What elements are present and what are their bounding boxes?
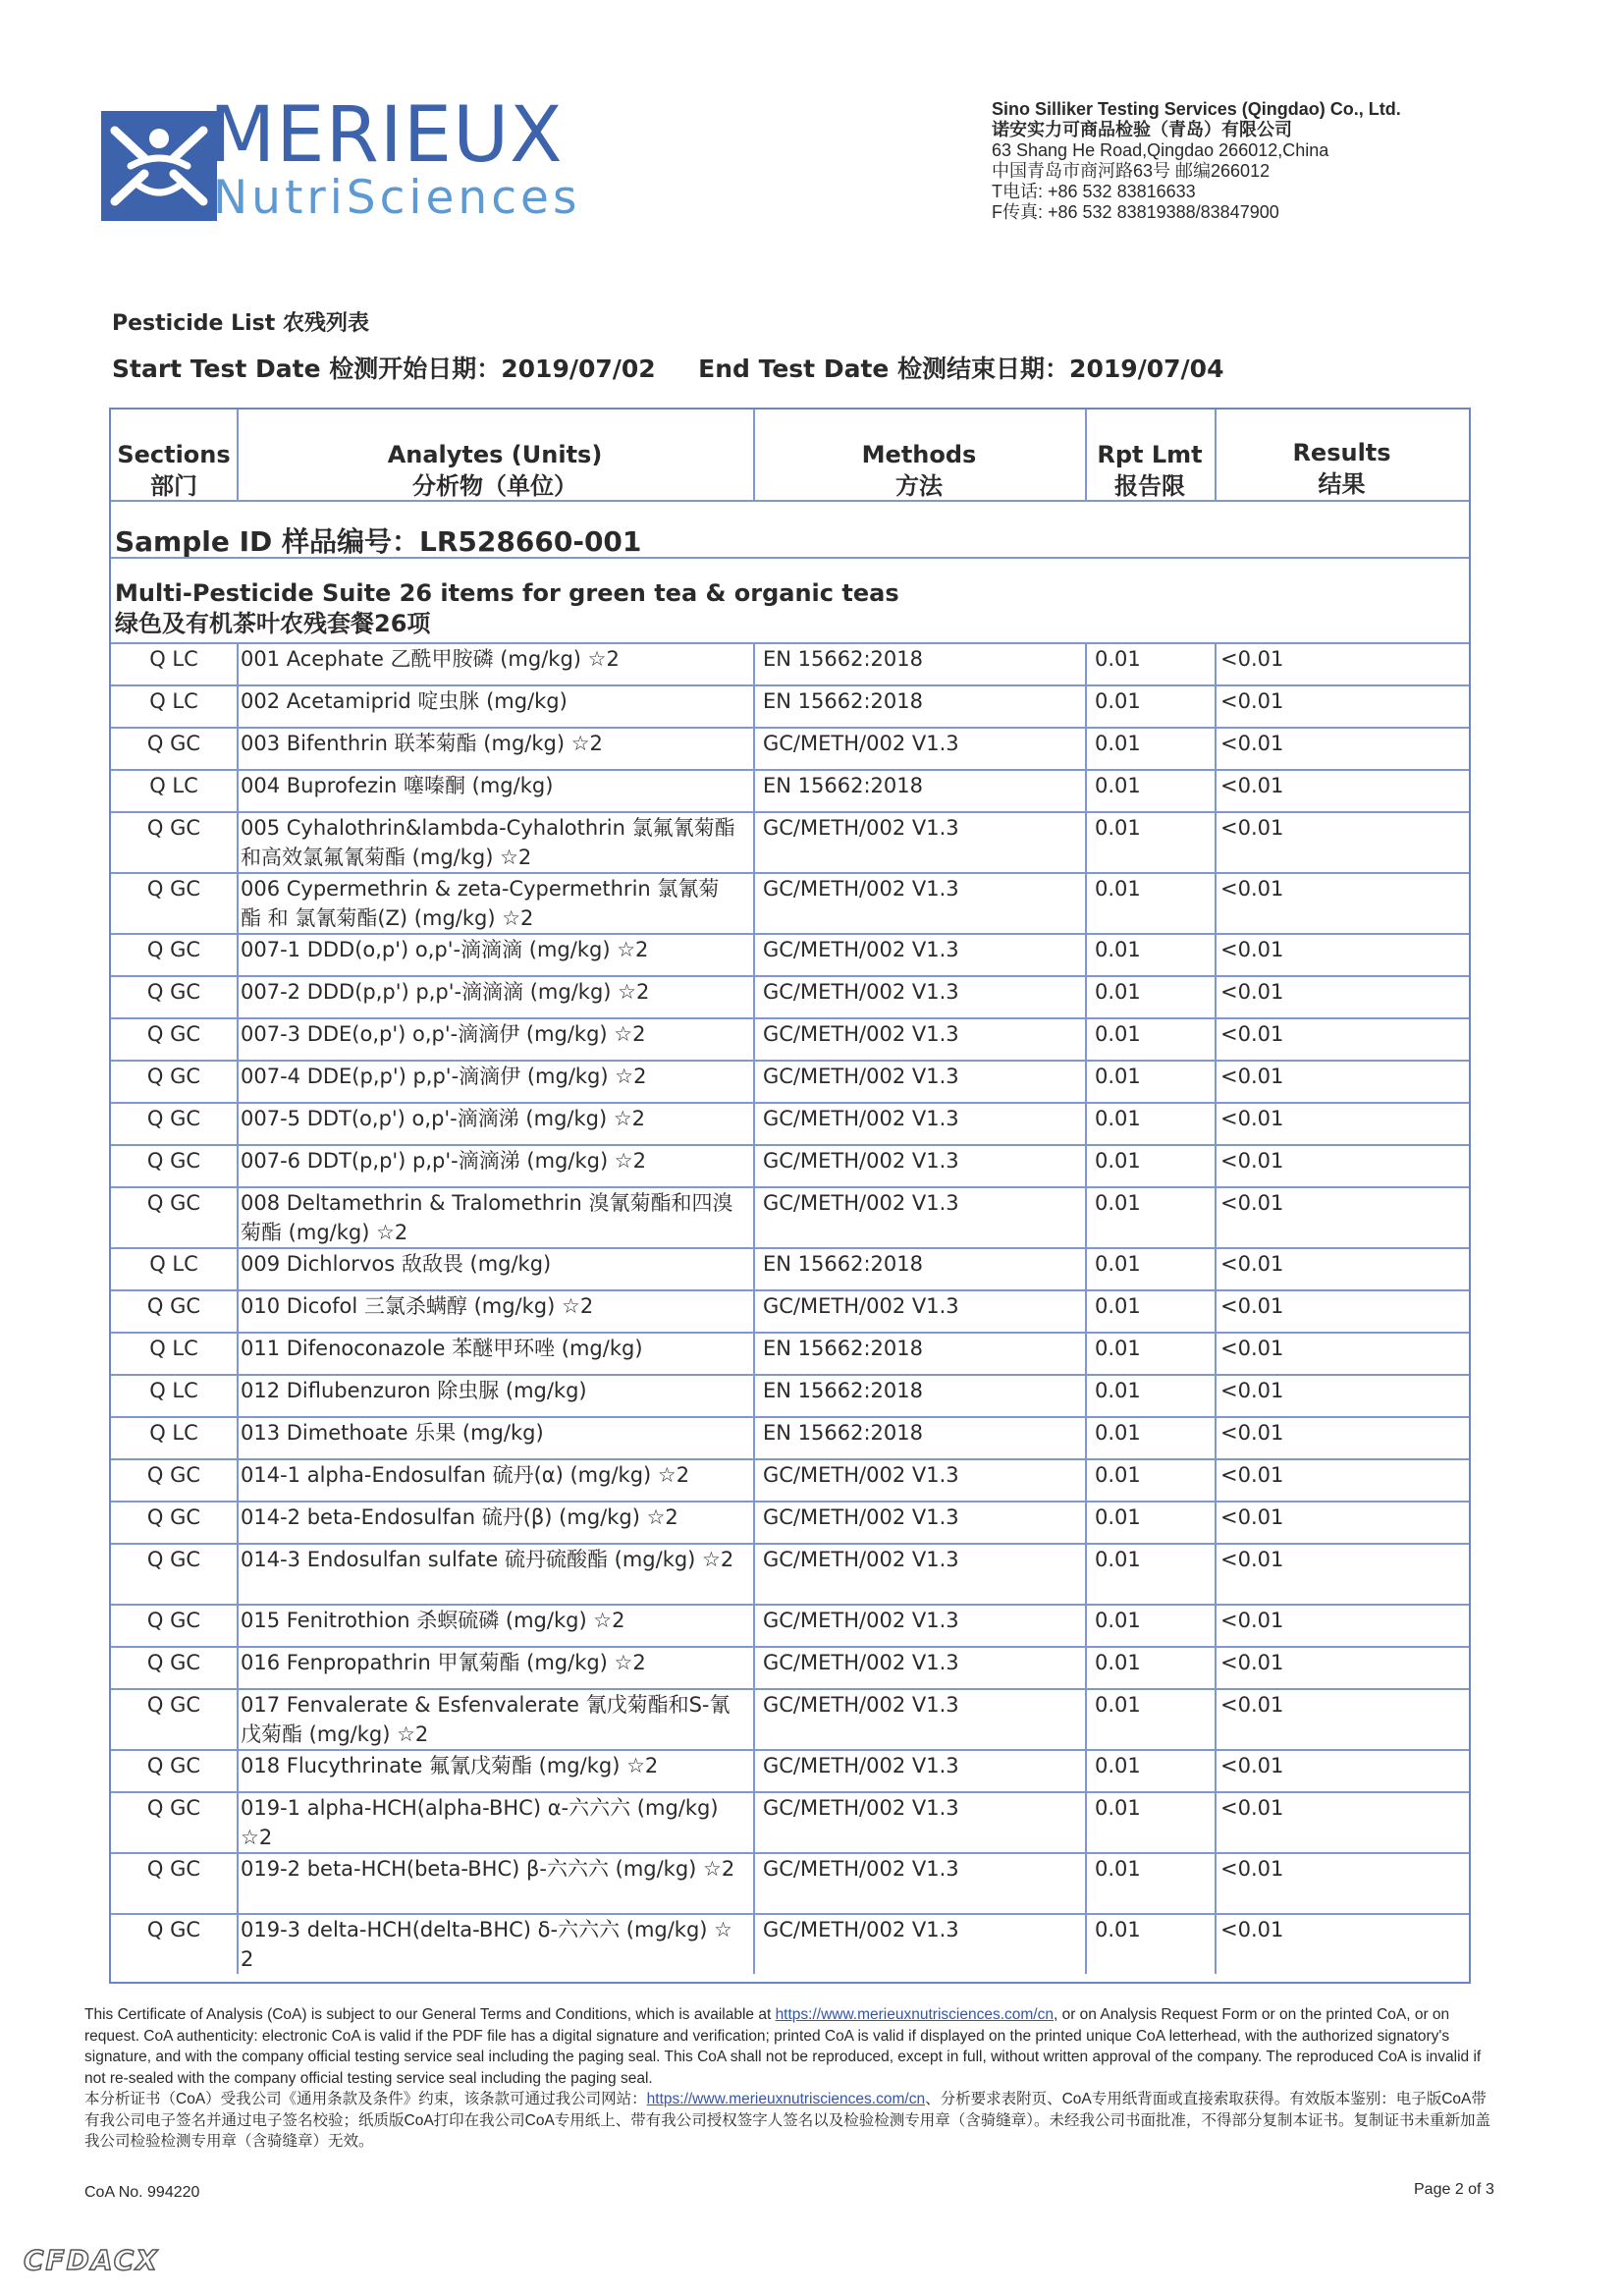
cell-method: EN 15662:2018	[763, 1337, 923, 1360]
column-divider	[1085, 642, 1087, 1974]
cell-result: <0.01	[1220, 877, 1284, 901]
cell-analyte: 002 Acetamiprid 啶虫脒 (mg/kg)	[241, 689, 568, 713]
cell-result: <0.01	[1220, 1693, 1284, 1717]
cell-method: GC/METH/002 V1.3	[763, 1796, 959, 1820]
cell-section: Q LC	[149, 1337, 198, 1360]
cell-section: Q GC	[146, 1294, 201, 1318]
results-table	[109, 408, 1471, 1984]
disclaimer-cn-part1: 本分析证书（CoA）受我公司《通用条款及条件》约束，该条款可通过我公司网站：	[84, 2091, 647, 2107]
cell-analyte: 018 Flucythrinate 氟氰戊菊酯 (mg/kg) ☆2	[241, 1754, 659, 1777]
cell-analyte: 019-1 alpha-HCH(alpha-BHC) α-六六六 (mg/kg) ☆2	[241, 1796, 719, 1849]
cell-section: Q GC	[146, 1505, 201, 1529]
start-test-date: Start Test Date 检测开始日期：2019/07/02	[112, 355, 656, 383]
test-dates	[112, 350, 1223, 385]
cell-result: <0.01	[1220, 732, 1284, 755]
company-address-en: 63 Shang He Road,Qingdao 266012,China	[992, 140, 1329, 160]
cell-method: GC/METH/002 V1.3	[763, 1149, 959, 1173]
suite-title	[115, 578, 899, 639]
cell-method: GC/METH/002 V1.3	[763, 1107, 959, 1130]
cell-rpt-lmt: 0.01	[1095, 877, 1141, 901]
cell-analyte: 012 Diflubenzuron 除虫脲 (mg/kg)	[241, 1379, 587, 1402]
watermark-text: CFDACX	[24, 2244, 159, 2276]
cell-method: GC/METH/002 V1.3	[763, 1857, 959, 1881]
sample-id: Sample ID 样品编号：LR528660-001	[115, 525, 642, 558]
cell-rpt-lmt: 0.01	[1095, 1337, 1141, 1360]
cell-method: GC/METH/002 V1.3	[763, 816, 959, 840]
cell-section: Q GC	[146, 1693, 201, 1717]
header-analytes: Analytes (Units) 分析物（单位）	[387, 441, 603, 500]
cell-rpt-lmt: 0.01	[1095, 647, 1141, 671]
cell-rpt-lmt: 0.01	[1095, 1796, 1141, 1820]
cell-method: EN 15662:2018	[763, 1421, 923, 1445]
cell-section: Q LC	[149, 1421, 198, 1445]
cell-method: GC/METH/002 V1.3	[763, 1022, 959, 1046]
cell-rpt-lmt: 0.01	[1095, 774, 1141, 797]
cell-method: GC/METH/002 V1.3	[763, 980, 959, 1004]
company-fax: F传真: +86 532 83819388/83847900	[992, 202, 1279, 222]
cell-analyte: 014-3 Endosulfan sulfate 硫丹硫酸酯 (mg/kg) ☆2	[241, 1548, 734, 1571]
cell-section: Q LC	[149, 689, 198, 713]
cell-analyte: 015 Fenitrothion 杀螟硫磷 (mg/kg) ☆2	[241, 1609, 625, 1632]
cell-analyte: 005 Cyhalothrin&lambda-Cyhalothrin 氯氟氰菊酯和高效氯氟氰菊酯 (mg/kg) ☆2	[241, 816, 735, 869]
cell-method: EN 15662:2018	[763, 689, 923, 713]
cell-rpt-lmt: 0.01	[1095, 1379, 1141, 1402]
page-number: Page 2 of 3	[1414, 2181, 1494, 2198]
cell-result: <0.01	[1220, 938, 1284, 961]
cell-analyte: 019-3 delta-HCH(delta-BHC) δ-六六六 (mg/kg) ☆2	[241, 1918, 732, 1971]
cell-rpt-lmt: 0.01	[1095, 1857, 1141, 1881]
header-sections: Sections 部门	[117, 441, 231, 500]
cell-analyte: 016 Fenpropathrin 甲氰菊酯 (mg/kg) ☆2	[241, 1651, 646, 1674]
cell-section: Q GC	[146, 1191, 201, 1215]
cell-rpt-lmt: 0.01	[1095, 1022, 1141, 1046]
cell-rpt-lmt: 0.01	[1095, 1149, 1141, 1173]
cell-result: <0.01	[1220, 774, 1284, 797]
cell-rpt-lmt: 0.01	[1095, 1463, 1141, 1487]
cell-result: <0.01	[1220, 816, 1284, 840]
disclaimer	[84, 2004, 1498, 2153]
cell-rpt-lmt: 0.01	[1095, 1107, 1141, 1130]
end-test-date: End Test Date 检测结束日期：2019/07/04	[698, 355, 1224, 383]
cell-method: GC/METH/002 V1.3	[763, 1693, 959, 1717]
cell-analyte: 014-2 beta-Endosulfan 硫丹(β) (mg/kg) ☆2	[241, 1505, 678, 1529]
cell-section: Q GC	[146, 1463, 201, 1487]
column-divider	[753, 642, 755, 1974]
cell-method: GC/METH/002 V1.3	[763, 732, 959, 755]
cell-rpt-lmt: 0.01	[1095, 1918, 1141, 1941]
pesticide-list-title: Pesticide List 农残列表	[112, 311, 369, 336]
cell-section: Q GC	[146, 816, 201, 840]
cell-result: <0.01	[1220, 689, 1284, 713]
cell-method: GC/METH/002 V1.3	[763, 938, 959, 961]
cell-method: EN 15662:2018	[763, 647, 923, 671]
cell-analyte: 014-1 alpha-Endosulfan 硫丹(α) (mg/kg) ☆2	[241, 1463, 690, 1487]
cell-method: GC/METH/002 V1.3	[763, 877, 959, 901]
cell-method: GC/METH/002 V1.3	[763, 1548, 959, 1571]
cell-section: Q GC	[146, 1022, 201, 1046]
cell-result: <0.01	[1220, 1421, 1284, 1445]
cell-section: Q LC	[149, 1252, 198, 1276]
cell-section: Q GC	[146, 1107, 201, 1130]
disclaimer-en-part1: This Certificate of Analysis (CoA) is subject to our General Terms and Conditions, which is available at	[84, 2006, 776, 2023]
cell-result: <0.01	[1220, 980, 1284, 1004]
cell-section: Q LC	[149, 1379, 198, 1402]
cell-method: GC/METH/002 V1.3	[763, 1505, 959, 1529]
cell-section: Q GC	[146, 1796, 201, 1820]
cell-rpt-lmt: 0.01	[1095, 1252, 1141, 1276]
logo-subwordmark: NutriSciences	[213, 171, 581, 225]
cell-section: Q GC	[146, 1548, 201, 1571]
cell-analyte: 011 Difenoconazole 苯醚甲环唑 (mg/kg)	[241, 1337, 643, 1360]
cell-section: Q LC	[149, 774, 198, 797]
cell-method: GC/METH/002 V1.3	[763, 1609, 959, 1632]
cell-result: <0.01	[1220, 1505, 1284, 1529]
cell-rpt-lmt: 0.01	[1095, 938, 1141, 961]
cell-method: GC/METH/002 V1.3	[763, 1651, 959, 1674]
cell-result: <0.01	[1220, 1651, 1284, 1674]
cell-rpt-lmt: 0.01	[1095, 689, 1141, 713]
cell-analyte: 008 Deltamethrin & Tralomethrin 溴氰菊酯和四溴菊酯 (mg/kg) ☆2	[241, 1191, 733, 1244]
cell-result: <0.01	[1220, 1065, 1284, 1088]
cell-rpt-lmt: 0.01	[1095, 1421, 1141, 1445]
cell-result: <0.01	[1220, 647, 1284, 671]
cell-method: GC/METH/002 V1.3	[763, 1918, 959, 1941]
cell-section: Q GC	[146, 1857, 201, 1881]
cell-rpt-lmt: 0.01	[1095, 732, 1141, 755]
suite-title-cn: 绿色及有机茶叶农残套餐26项	[115, 610, 431, 637]
company-address-cn: 中国青岛市商河路63号 邮编266012	[992, 161, 1271, 181]
cell-section: Q LC	[149, 647, 198, 671]
cell-method: GC/METH/002 V1.3	[763, 1754, 959, 1777]
disclaimer-en-part2: , or on Analysis Request Form or on the printed CoA, or on request. CoA authenticity: electronic CoA is valid if the PDF file has a digital signature and verification; printed CoA is valid if displayed on the printed unique CoA letterhead, with the authorized signatory's signature, and with the company official testing service seal including the paging seal. This CoA shall not be reproduced, except in full, without written approval of the company. The reproduced CoA is invalid if not re-sealed with the company official testing service seal including the paging seal.	[84, 2006, 1482, 2087]
cell-result: <0.01	[1220, 1609, 1284, 1632]
cell-rpt-lmt: 0.01	[1095, 1505, 1141, 1529]
cell-rpt-lmt: 0.01	[1095, 1651, 1141, 1674]
cell-result: <0.01	[1220, 1463, 1284, 1487]
cell-rpt-lmt: 0.01	[1095, 1609, 1141, 1632]
cell-result: <0.01	[1220, 1022, 1284, 1046]
cell-result: <0.01	[1220, 1252, 1284, 1276]
cell-rpt-lmt: 0.01	[1095, 980, 1141, 1004]
cell-section: Q GC	[146, 1918, 201, 1941]
merieux-logo-mark	[101, 111, 217, 221]
cell-analyte: 019-2 beta-HCH(beta-BHC) β-六六六 (mg/kg) ☆2	[241, 1857, 735, 1881]
cell-analyte: 009 Dichlorvos 敌敌畏 (mg/kg)	[241, 1252, 552, 1276]
cell-result: <0.01	[1220, 1149, 1284, 1173]
cell-section: Q GC	[146, 938, 201, 961]
cell-result: <0.01	[1220, 1754, 1284, 1777]
cell-rpt-lmt: 0.01	[1095, 1191, 1141, 1215]
company-tel: T电话: +86 532 83816633	[992, 182, 1196, 201]
company-name-en: Sino Silliker Testing Services (Qingdao) Co., Ltd.	[992, 99, 1401, 119]
cell-section: Q GC	[146, 1609, 201, 1632]
cell-result: <0.01	[1220, 1548, 1284, 1571]
cell-result: <0.01	[1220, 1191, 1284, 1215]
column-divider	[1215, 642, 1217, 1974]
cell-rpt-lmt: 0.01	[1095, 1065, 1141, 1088]
column-divider	[237, 642, 239, 1974]
cell-analyte: 003 Bifenthrin 联苯菊酯 (mg/kg) ☆2	[241, 732, 603, 755]
cell-section: Q GC	[146, 1065, 201, 1088]
disclaimer-cn-part2: 、分析要求表附页、CoA专用纸背面或直接索取获得。有效版本鉴别：电子版CoA带有我公司电子签名并通过电子签名校验；纸质版CoA打印在我公司CoA专用纸上、带有我公司授权签字人签名以及检验检测专用章（含骑缝章）。未经我公司书面批准，不得部分复制本证书。复制证书未重新加盖我公司检验检测专用章（含骑缝章）无效。	[84, 2091, 1491, 2150]
terms-link-cn[interactable]: https://www.merieuxnutrisciences.com/cn	[646, 2091, 926, 2107]
company-name-cn: 诺安实力可商品检验（青岛）有限公司	[992, 120, 1292, 139]
cell-rpt-lmt: 0.01	[1095, 1693, 1141, 1717]
cell-rpt-lmt: 0.01	[1095, 1294, 1141, 1318]
cell-analyte: 017 Fenvalerate & Esfenvalerate 氰戊菊酯和S-氰戊菊酯 (mg/kg) ☆2	[241, 1693, 731, 1746]
cell-rpt-lmt: 0.01	[1095, 1754, 1141, 1777]
cell-analyte: 013 Dimethoate 乐果 (mg/kg)	[241, 1421, 544, 1445]
coa-number: CoA No. 994220	[84, 2184, 200, 2201]
cell-analyte: 004 Buprofezin 噻嗪酮 (mg/kg)	[241, 774, 554, 797]
cell-analyte: 010 Dicofol 三氯杀螨醇 (mg/kg) ☆2	[241, 1294, 594, 1318]
cell-result: <0.01	[1220, 1918, 1284, 1941]
cell-method: GC/METH/002 V1.3	[763, 1191, 959, 1215]
cell-analyte: 007-3 DDE(o,p') o,p'-滴滴伊 (mg/kg) ☆2	[241, 1022, 646, 1046]
cell-method: EN 15662:2018	[763, 1379, 923, 1402]
cell-method: EN 15662:2018	[763, 774, 923, 797]
cell-analyte: 007-1 DDD(o,p') o,p'-滴滴滴 (mg/kg) ☆2	[241, 938, 649, 961]
cell-section: Q GC	[146, 980, 201, 1004]
cell-analyte: 007-2 DDD(p,p') p,p'-滴滴滴 (mg/kg) ☆2	[241, 980, 650, 1004]
cell-section: Q GC	[146, 1651, 201, 1674]
header-rpt-lmt: Rpt Lmt 报告限	[1097, 441, 1203, 500]
cell-method: EN 15662:2018	[763, 1252, 923, 1276]
cell-analyte: 007-6 DDT(p,p') p,p'-滴滴涕 (mg/kg) ☆2	[241, 1149, 646, 1173]
cell-result: <0.01	[1220, 1796, 1284, 1820]
merieux-x-figure-icon	[101, 111, 217, 221]
cell-section: Q GC	[146, 1754, 201, 1777]
cell-section: Q GC	[146, 1149, 201, 1173]
header-methods: Methods 方法	[861, 441, 977, 500]
terms-link[interactable]: https://www.merieuxnutrisciences.com/cn	[775, 2006, 1054, 2023]
cell-result: <0.01	[1220, 1337, 1284, 1360]
logo-wordmark: MERIEUX	[209, 91, 564, 180]
cell-rpt-lmt: 0.01	[1095, 816, 1141, 840]
company-info	[992, 99, 1542, 223]
cell-analyte: 001 Acephate 乙酰甲胺磷 (mg/kg) ☆2	[241, 647, 620, 671]
header-results: Results 结果	[1292, 439, 1391, 498]
cell-method: GC/METH/002 V1.3	[763, 1065, 959, 1088]
cell-analyte: 006 Cypermethrin & zeta-Cypermethrin 氯氰菊酯 和 氯氰菊酯(Z) (mg/kg) ☆2	[241, 877, 720, 930]
cell-analyte: 007-5 DDT(o,p') o,p'-滴滴涕 (mg/kg) ☆2	[241, 1107, 646, 1130]
cell-rpt-lmt: 0.01	[1095, 1548, 1141, 1571]
cell-result: <0.01	[1220, 1107, 1284, 1130]
cell-section: Q GC	[146, 732, 201, 755]
cell-section: Q GC	[146, 877, 201, 901]
cell-result: <0.01	[1220, 1294, 1284, 1318]
cell-analyte: 007-4 DDE(p,p') p,p'-滴滴伊 (mg/kg) ☆2	[241, 1065, 647, 1088]
cell-method: GC/METH/002 V1.3	[763, 1463, 959, 1487]
cell-result: <0.01	[1220, 1379, 1284, 1402]
cell-method: GC/METH/002 V1.3	[763, 1294, 959, 1318]
cell-result: <0.01	[1220, 1857, 1284, 1881]
suite-title-en: Multi-Pesticide Suite 26 items for green tea & organic teas	[115, 579, 899, 607]
